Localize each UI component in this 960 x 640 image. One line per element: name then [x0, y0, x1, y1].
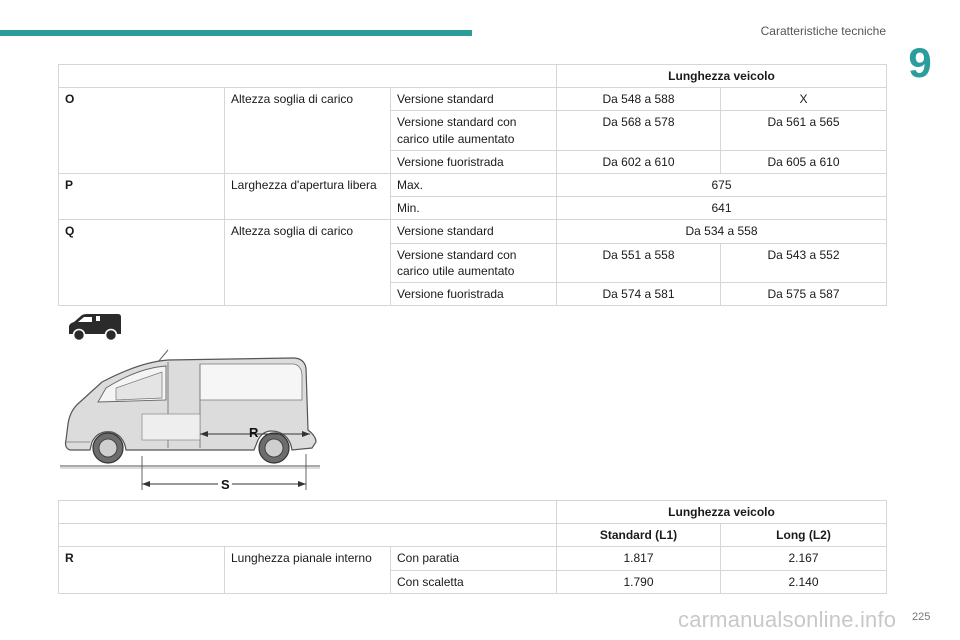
load-floor-length-table — [58, 500, 887, 594]
variant-cell: Min. — [391, 197, 557, 220]
value-cell: Da 551 a 558 — [557, 243, 721, 282]
dimension-name: Lunghezza pianale interno — [225, 547, 391, 593]
vehicle-length-header: Lunghezza veicolo — [557, 65, 887, 88]
dimension-r-label: R — [249, 425, 259, 440]
empty-header-cell — [59, 524, 557, 547]
value-cell: Da 574 a 581 — [557, 282, 721, 305]
dimension-name: Larghezza d'apertura libera — [225, 173, 391, 219]
dimension-name: Altezza soglia di carico — [225, 88, 391, 174]
van-side-view-diagram — [58, 344, 328, 494]
variant-cell: Versione fuoristrada — [391, 282, 557, 305]
variant-cell: Versione standard — [391, 220, 557, 243]
variant-cell: Max. — [391, 173, 557, 196]
value-cell: Da 543 a 552 — [721, 243, 887, 282]
table-row — [59, 220, 887, 243]
dimensions-table-o-p-q — [58, 64, 887, 306]
empty-header-cell — [59, 65, 557, 88]
dimension-name: Altezza soglia di carico — [225, 220, 391, 306]
table-row — [59, 88, 887, 111]
empty-header-cell — [59, 501, 557, 524]
watermark: carmanualsonline.info — [678, 607, 897, 632]
dimension-code: O — [59, 88, 225, 174]
value-cell: Da 602 a 610 — [557, 150, 721, 173]
dimension-s-label: S — [221, 477, 230, 492]
dimension-code: P — [59, 173, 225, 219]
vehicle-length-header: Lunghezza veicolo — [557, 501, 887, 524]
variant-cell: Versione fuoristrada — [391, 150, 557, 173]
van-body — [60, 350, 320, 468]
value-cell: 641 — [557, 197, 887, 220]
table-row — [59, 547, 887, 570]
chapter-number: 9 — [908, 39, 932, 86]
value-cell: 675 — [557, 173, 887, 196]
van-icon — [66, 312, 124, 342]
value-cell: Da 534 a 558 — [557, 220, 887, 243]
value-cell: 2.167 — [721, 547, 887, 570]
long-l2-header: Long (L2) — [721, 524, 887, 547]
section-title: Caratteristiche tecniche — [760, 24, 886, 38]
value-cell: Da 605 a 610 — [721, 150, 887, 173]
standard-l1-header: Standard (L1) — [557, 524, 721, 547]
variant-cell: Versione standard con carico utile aumentato — [391, 111, 557, 150]
value-cell: 1.790 — [557, 570, 721, 593]
variant-cell: Versione standard — [391, 88, 557, 111]
top-accent-bar — [0, 30, 472, 36]
table-subheader-row — [59, 524, 887, 547]
value-cell: 1.817 — [557, 547, 721, 570]
value-cell: Da 575 a 587 — [721, 282, 887, 305]
variant-cell: Con scaletta — [391, 570, 557, 593]
value-cell: Da 561 a 565 — [721, 111, 887, 150]
table-header-row — [59, 65, 887, 88]
table-row — [59, 173, 887, 196]
value-cell: X — [721, 88, 887, 111]
value-cell: Da 548 a 588 — [557, 88, 721, 111]
dimension-code: R — [59, 547, 225, 593]
value-cell: Da 568 a 578 — [557, 111, 721, 150]
dimension-code: Q — [59, 220, 225, 306]
variant-cell: Versione standard con carico utile aumentato — [391, 243, 557, 282]
value-cell: 2.140 — [721, 570, 887, 593]
page-number: 225 — [912, 611, 931, 623]
table-header-row — [59, 501, 887, 524]
variant-cell: Con paratia — [391, 547, 557, 570]
